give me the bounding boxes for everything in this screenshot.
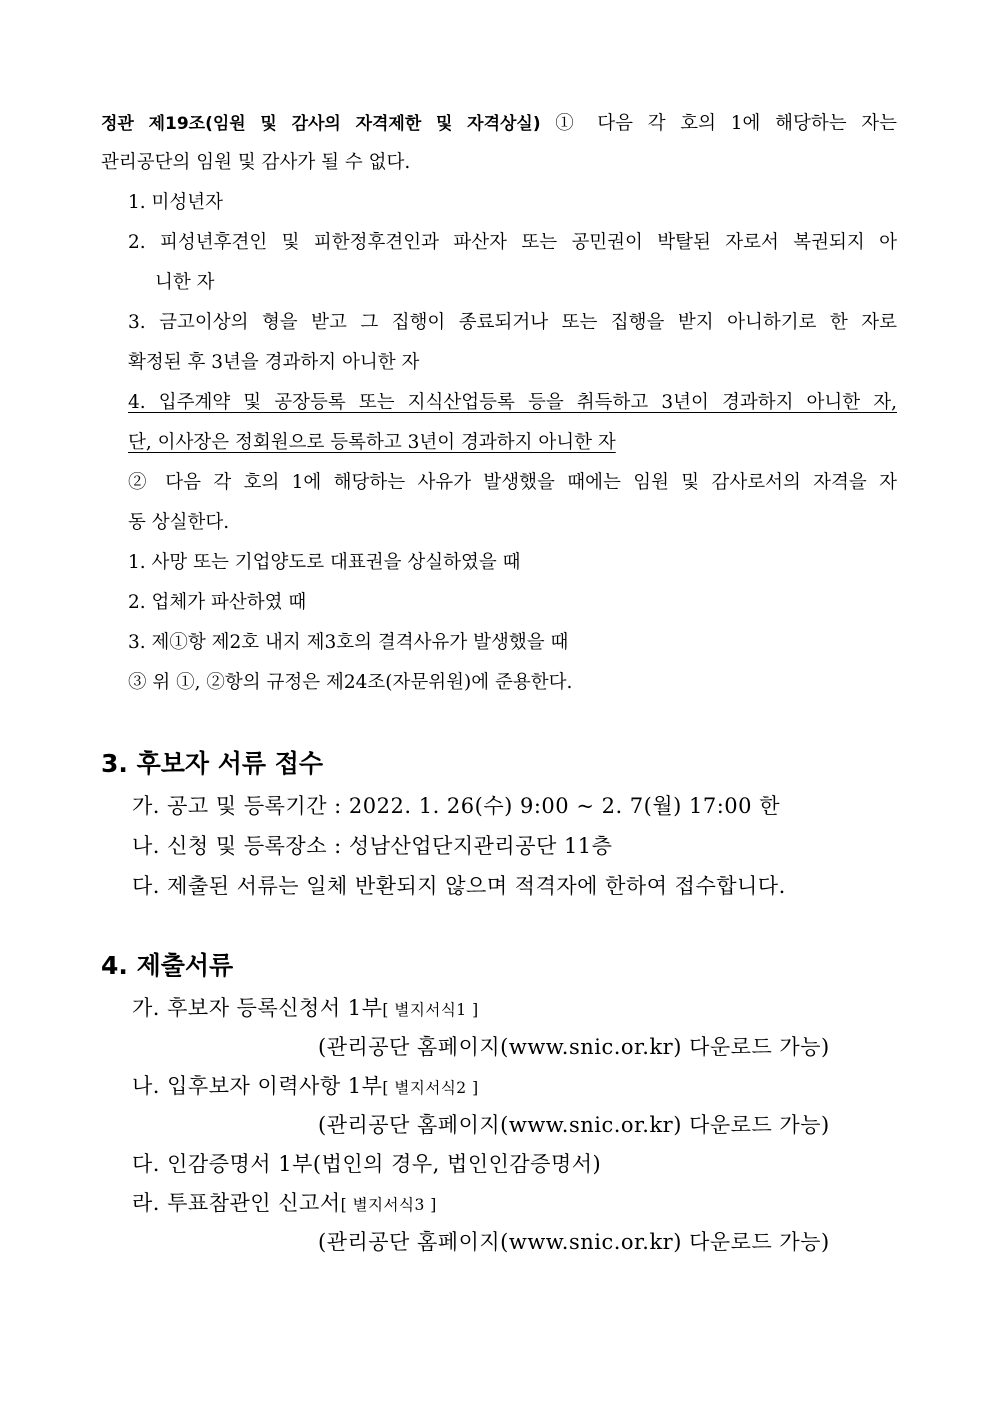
article-item-3-line-2: 확정된 후 3년을 경과하지 아니한 자 — [128, 352, 420, 373]
section-4-item-na-text: 나. 입후보자 이력사항 1부 — [132, 1074, 383, 1098]
section-4-item-ra-tag: [ 별지서식3 ] — [340, 1196, 437, 1214]
article-para-2-line-1: ② 다음 각 호의 1에 해당하는 사유가 발생했을 때에는 임원 및 감사로서의 자격을 자 — [128, 472, 897, 493]
section-4-item-ra — [132, 1191, 437, 1217]
article-intro-line-1 — [101, 112, 897, 136]
section-4-item-na-tag: [ 별지서식2 ] — [382, 1079, 479, 1097]
article-item-4-line-1: 4. 입주계약 및 공장등록 또는 지식산업등록 등을 취득하고 3년이 경과하지 아니한 자, — [128, 392, 897, 413]
article-item-2-line-1: 2. 피성년후견인 및 피한정후견인과 파산자 또는 공민권이 박탈된 자로서 복권되지 아 — [128, 232, 897, 253]
section-4-item-na — [132, 1074, 479, 1100]
article-para-2-item-1: 1. 사망 또는 기업양도로 대표권을 상실하였을 때 — [128, 552, 521, 573]
section-3-item-ga: 가. 공고 및 등록기간 : 2022. 1. 26(수) 9:00 ~ 2. 7(월) 17:00 한 — [132, 794, 780, 818]
article-intro-line-2: 관리공단의 임원 및 감사가 될 수 없다. — [101, 152, 411, 173]
section-4-item-ga-tag: [ 별지서식1 ] — [382, 1001, 479, 1019]
article-para-3: ③ 위 ①, ②항의 규정은 제24조(자문위원)에 준용한다. — [128, 672, 573, 693]
article-item-1: 1. 미성년자 — [128, 192, 224, 213]
article-item-4-line-2: 단, 이사장은 정회원으로 등록하고 3년이 경과하지 아니한 자 — [128, 432, 616, 453]
section-4-item-da: 다. 인감증명서 1부(법인의 경우, 법인인감증명서) — [132, 1152, 602, 1176]
article-item-3-line-1: 3. 금고이상의 형을 받고 그 집행이 종료되거나 또는 집행을 받지 아니하기로 한 자로 — [128, 312, 897, 333]
article-para-2-item-2: 2. 업체가 파산하였 때 — [128, 592, 307, 613]
section-3-item-da: 다. 제출된 서류는 일체 반환되지 않으며 적격자에 한하여 접수합니다. — [132, 874, 786, 898]
section-4-item-ga-text: 가. 후보자 등록신청서 1부 — [132, 996, 383, 1020]
section-4-item-na-note: (관리공단 홈페이지(www.snic.or.kr) 다운로드 가능) — [318, 1113, 830, 1137]
section-4-item-ra-text: 라. 투표참관인 신고서 — [132, 1191, 341, 1215]
section-4-title: 4. 제출서류 — [101, 951, 234, 980]
article-para-2-item-3: 3. 제①항 제2호 내지 제3호의 결격사유가 발생했을 때 — [128, 632, 569, 653]
article-item-2-line-2: 니한 자 — [155, 272, 215, 293]
article-intro-rest: ① 다음 각 호의 1에 해당하는 자는 — [540, 113, 897, 134]
section-3-item-na: 나. 신청 및 등록장소 : 성남산업단지관리공단 11층 — [132, 834, 613, 858]
section-4-item-ra-note: (관리공단 홈페이지(www.snic.or.kr) 다운로드 가능) — [318, 1230, 830, 1254]
section-3-title: 3. 후보자 서류 접수 — [101, 749, 324, 778]
section-4-item-ga-note: (관리공단 홈페이지(www.snic.or.kr) 다운로드 가능) — [318, 1035, 830, 1059]
section-4-item-ga — [132, 996, 479, 1022]
article-para-2-line-2: 동 상실한다. — [128, 512, 230, 533]
article-heading: 정관 제19조(임원 및 감사의 자격제한 및 자격상실) — [101, 114, 541, 134]
